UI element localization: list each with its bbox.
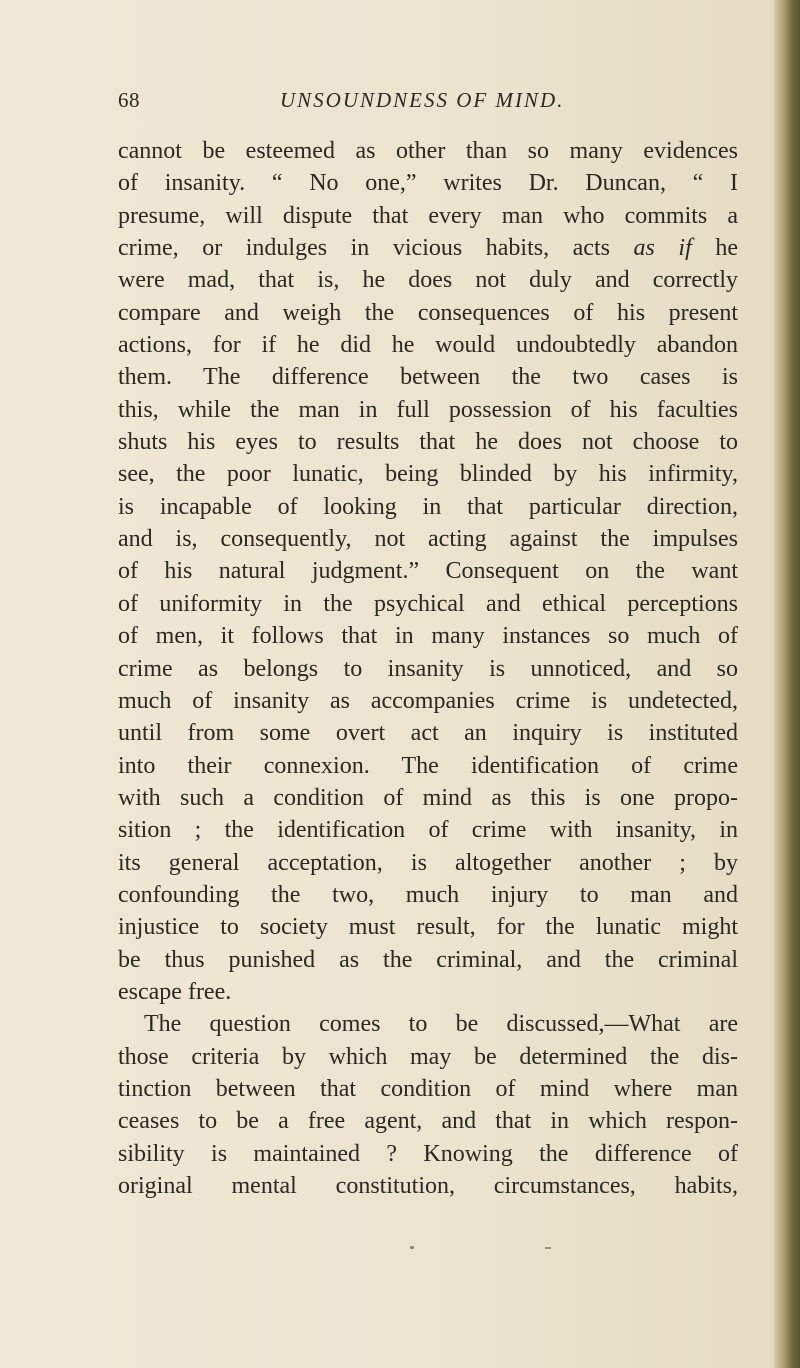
text-line: sition ; the identification of crime with insanity, in [118, 817, 738, 844]
text-line: injustice to society must result, for the lunatic might [118, 914, 738, 941]
page-header [118, 88, 738, 118]
text-line: compare and weigh the consequences of his present [118, 299, 738, 326]
text-line: is incapable of looking in that particular direction, [118, 493, 738, 520]
text-line: until from some overt act an inquiry is instituted [118, 720, 738, 747]
text-line: ceases to be a free agent, and that in which respon- [118, 1108, 738, 1135]
print-speck [545, 1247, 551, 1249]
text-line: actions, for if he did he would undoubtedly abandon [118, 332, 738, 359]
text-line: this, while the man in full possession of his faculties [118, 396, 738, 423]
text-line: original mental constitution, circumstances, habits, [118, 1173, 738, 1199]
page-number: 68 [118, 88, 140, 112]
text-line: see, the poor lunatic, being blinded by his infirmity, [118, 461, 738, 488]
text-line: of uniformity in the psychical and ethical perceptions [118, 590, 738, 617]
text-line: crime as belongs to insanity is unnoticed, and so [118, 655, 738, 682]
text-line: sibility is maintained ? Knowing the difference of [118, 1140, 738, 1167]
text-line: tinction between that condition of mind where man [118, 1075, 738, 1102]
text-line: those criteria by which may be determined the dis- [118, 1043, 738, 1070]
text-line-with-italic [118, 232, 738, 264]
text-line: much of insanity as accompanies crime is undetected, [118, 687, 738, 714]
paragraph-start-line: The question comes to be discussed,—What are [144, 1011, 738, 1038]
text-line: its general acceptation, is altogether another ; by [118, 849, 738, 876]
paragraph-end-line: escape free. [118, 978, 232, 1005]
text-line: and is, consequently, not acting against the impulses [118, 526, 738, 553]
page-edge-shadow [774, 0, 800, 1368]
text-line: them. The difference between the two cases is [118, 364, 738, 391]
text-line: presume, will dispute that every man who commits a [118, 202, 738, 229]
text-line: of his natural judgment.” Consequent on the want [118, 558, 738, 585]
text-line: of men, it follows that in many instances so much of [118, 623, 738, 650]
text-line-start: crime, or indulges in vicious habits, acts [118, 235, 610, 262]
running-title: UNSOUNDNESS OF MIND. [280, 88, 565, 112]
text-line: confounding the two, much injury to man and [118, 881, 738, 908]
text-line: with such a condition of mind as this is one propo- [118, 784, 738, 811]
text-line: cannot be esteemed as other than so many evidences [118, 138, 738, 164]
text-line: be thus punished as the criminal, and the criminal [118, 946, 738, 973]
text-line: shuts his eyes to results that he does not choose to [118, 429, 738, 456]
text-line: were mad, that is, he does not duly and correctly [118, 267, 738, 294]
italic-phrase: as if [633, 235, 692, 262]
text-line-end: he [715, 235, 738, 262]
body-text [118, 135, 738, 1202]
text-line: of insanity. “ No one,” writes Dr. Duncan, “ I [118, 170, 738, 197]
text-line: into their connexion. The identification of crime [118, 752, 738, 779]
print-speck [410, 1246, 414, 1249]
